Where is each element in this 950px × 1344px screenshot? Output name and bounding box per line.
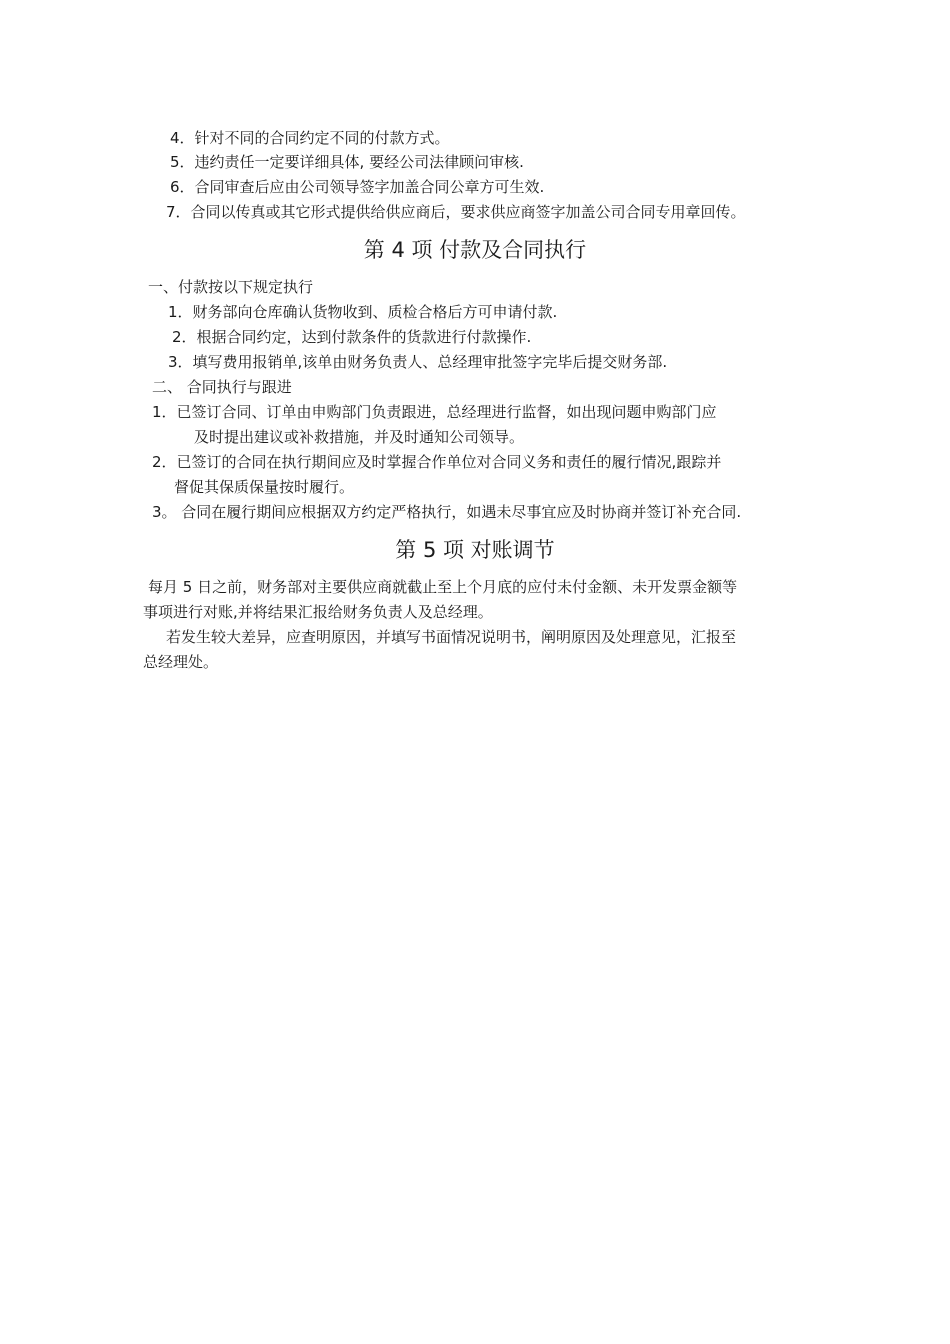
contract-item-7: 7．合同以传真或其它形式提供给供应商后，要求供应商签字加盖公司合同专用章回传。 [166, 203, 746, 221]
contract-item-6: 6．合同审查后应由公司领导签字加盖合同公章方可生效. [170, 178, 545, 196]
contract-item-5: 5．违约责任一定要详细具体, 要经公司法律顾问审核. [170, 153, 524, 171]
section-5-title: 第 5 项 对账调节 [395, 538, 555, 562]
contract-item-4: 4．针对不同的合同约定不同的付款方式。 [170, 129, 450, 147]
follow-up-item-1-cont: 及时提出建议或补救措施，并及时通知公司领导。 [194, 428, 525, 446]
payment-rules-title: 一、付款按以下规定执行 [148, 278, 314, 296]
payment-item-3: 3．填写费用报销单,该单由财务负责人、总经理审批签字完毕后提交财务部. [168, 353, 668, 371]
reconciliation-line-4: 总经理处。 [143, 653, 219, 671]
follow-up-item-3: 3。 合同在履行期间应根据双方约定严格执行，如遇未尽事宜应及时协商并签订补充合同. [152, 503, 742, 521]
payment-item-2: 2．根据合同约定，达到付款条件的货款进行付款操作. [172, 328, 532, 346]
reconciliation-line-2: 事项进行对账,并将结果汇报给财务负责人及总经理。 [143, 603, 493, 621]
reconciliation-line-1: 每月 5 日之前，财务部对主要供应商就截止至上个月底的应付未付金额、未开发票金额等 [148, 578, 738, 596]
follow-up-item-2: 2．已签订的合同在执行期间应及时掌握合作单位对合同义务和责任的履行情况,跟踪并 [152, 453, 722, 471]
payment-item-1: 1．财务部向仓库确认货物收到、质检合格后方可申请付款. [168, 303, 558, 321]
follow-up-item-2-cont: 督促其保质保量按时履行。 [174, 478, 355, 496]
section-4-title: 第 4 项 付款及合同执行 [363, 238, 587, 262]
follow-up-item-1: 1．已签订合同、订单由申购部门负责跟进，总经理进行监督，如出现问题申购部门应 [152, 403, 717, 421]
reconciliation-line-3: 若发生较大差异，应查明原因，并填写书面情况说明书，阐明原因及处理意见，汇报至 [166, 628, 737, 646]
contract-follow-up-title: 二、 合同执行与跟进 [152, 378, 292, 396]
